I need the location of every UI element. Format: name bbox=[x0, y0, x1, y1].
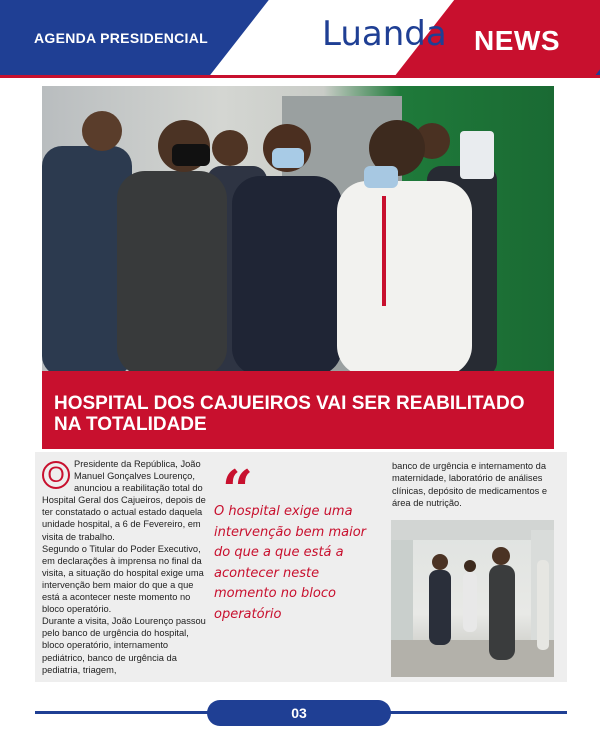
section-label: AGENDA PRESIDENCIAL bbox=[34, 30, 208, 46]
pull-quote: O hospital exige uma intervenção bem maior do que a que está a acontecer neste momento no bloco operatório bbox=[214, 504, 367, 622]
page-number: 03 bbox=[291, 705, 307, 721]
article-column-1 bbox=[42, 458, 208, 676]
photo-figures bbox=[42, 86, 554, 376]
brand-logo: Luanda bbox=[322, 14, 447, 54]
quote-mark-icon: “ bbox=[222, 458, 254, 522]
headline-band bbox=[42, 371, 554, 449]
article-paragraph-1 bbox=[42, 458, 208, 543]
article-column-3: banco de urgência e internamento da maternidade, laboratório de análises clínicas, depósito de medicamentos e área de nutrição. bbox=[392, 461, 548, 509]
article-headline: HOSPITAL DOS CAJUEIROS VAI SER REABILITADO NA TOTALIDADE bbox=[54, 393, 525, 435]
header-banner bbox=[0, 0, 600, 78]
header-rule bbox=[0, 75, 600, 78]
drop-cap: O bbox=[42, 461, 70, 489]
article-paragraph-2: Segundo o Titular do Poder Executivo, em declarações à imprensa no final da visita, a situação do hospital exige uma intervenção bem maior do que a que está a acontecer neste momento no bloco operatório. bbox=[42, 543, 204, 615]
paragraph-1-text: Presidente da República, João Manuel Gonçalves Lourenço, anunciou a reabilitação total do Hospital Geral dos Cajueiros, depois de ter constatado o actual estado daquela unidade hospital, a 6 de Fevereiro, em visita de trabalho. bbox=[42, 459, 206, 542]
article-paragraph-3: Durante a visita, João Lourenço passou pelo banco de urgência do hospital, bloco operatório, internamento pediátrico, banco de urgência da pediatria, triagem, bbox=[42, 616, 206, 675]
secondary-photo-scene bbox=[391, 520, 554, 677]
news-label: NEWS bbox=[474, 25, 560, 56]
secondary-photo bbox=[391, 520, 554, 677]
page-number-badge bbox=[207, 700, 391, 726]
main-photo bbox=[42, 86, 554, 376]
